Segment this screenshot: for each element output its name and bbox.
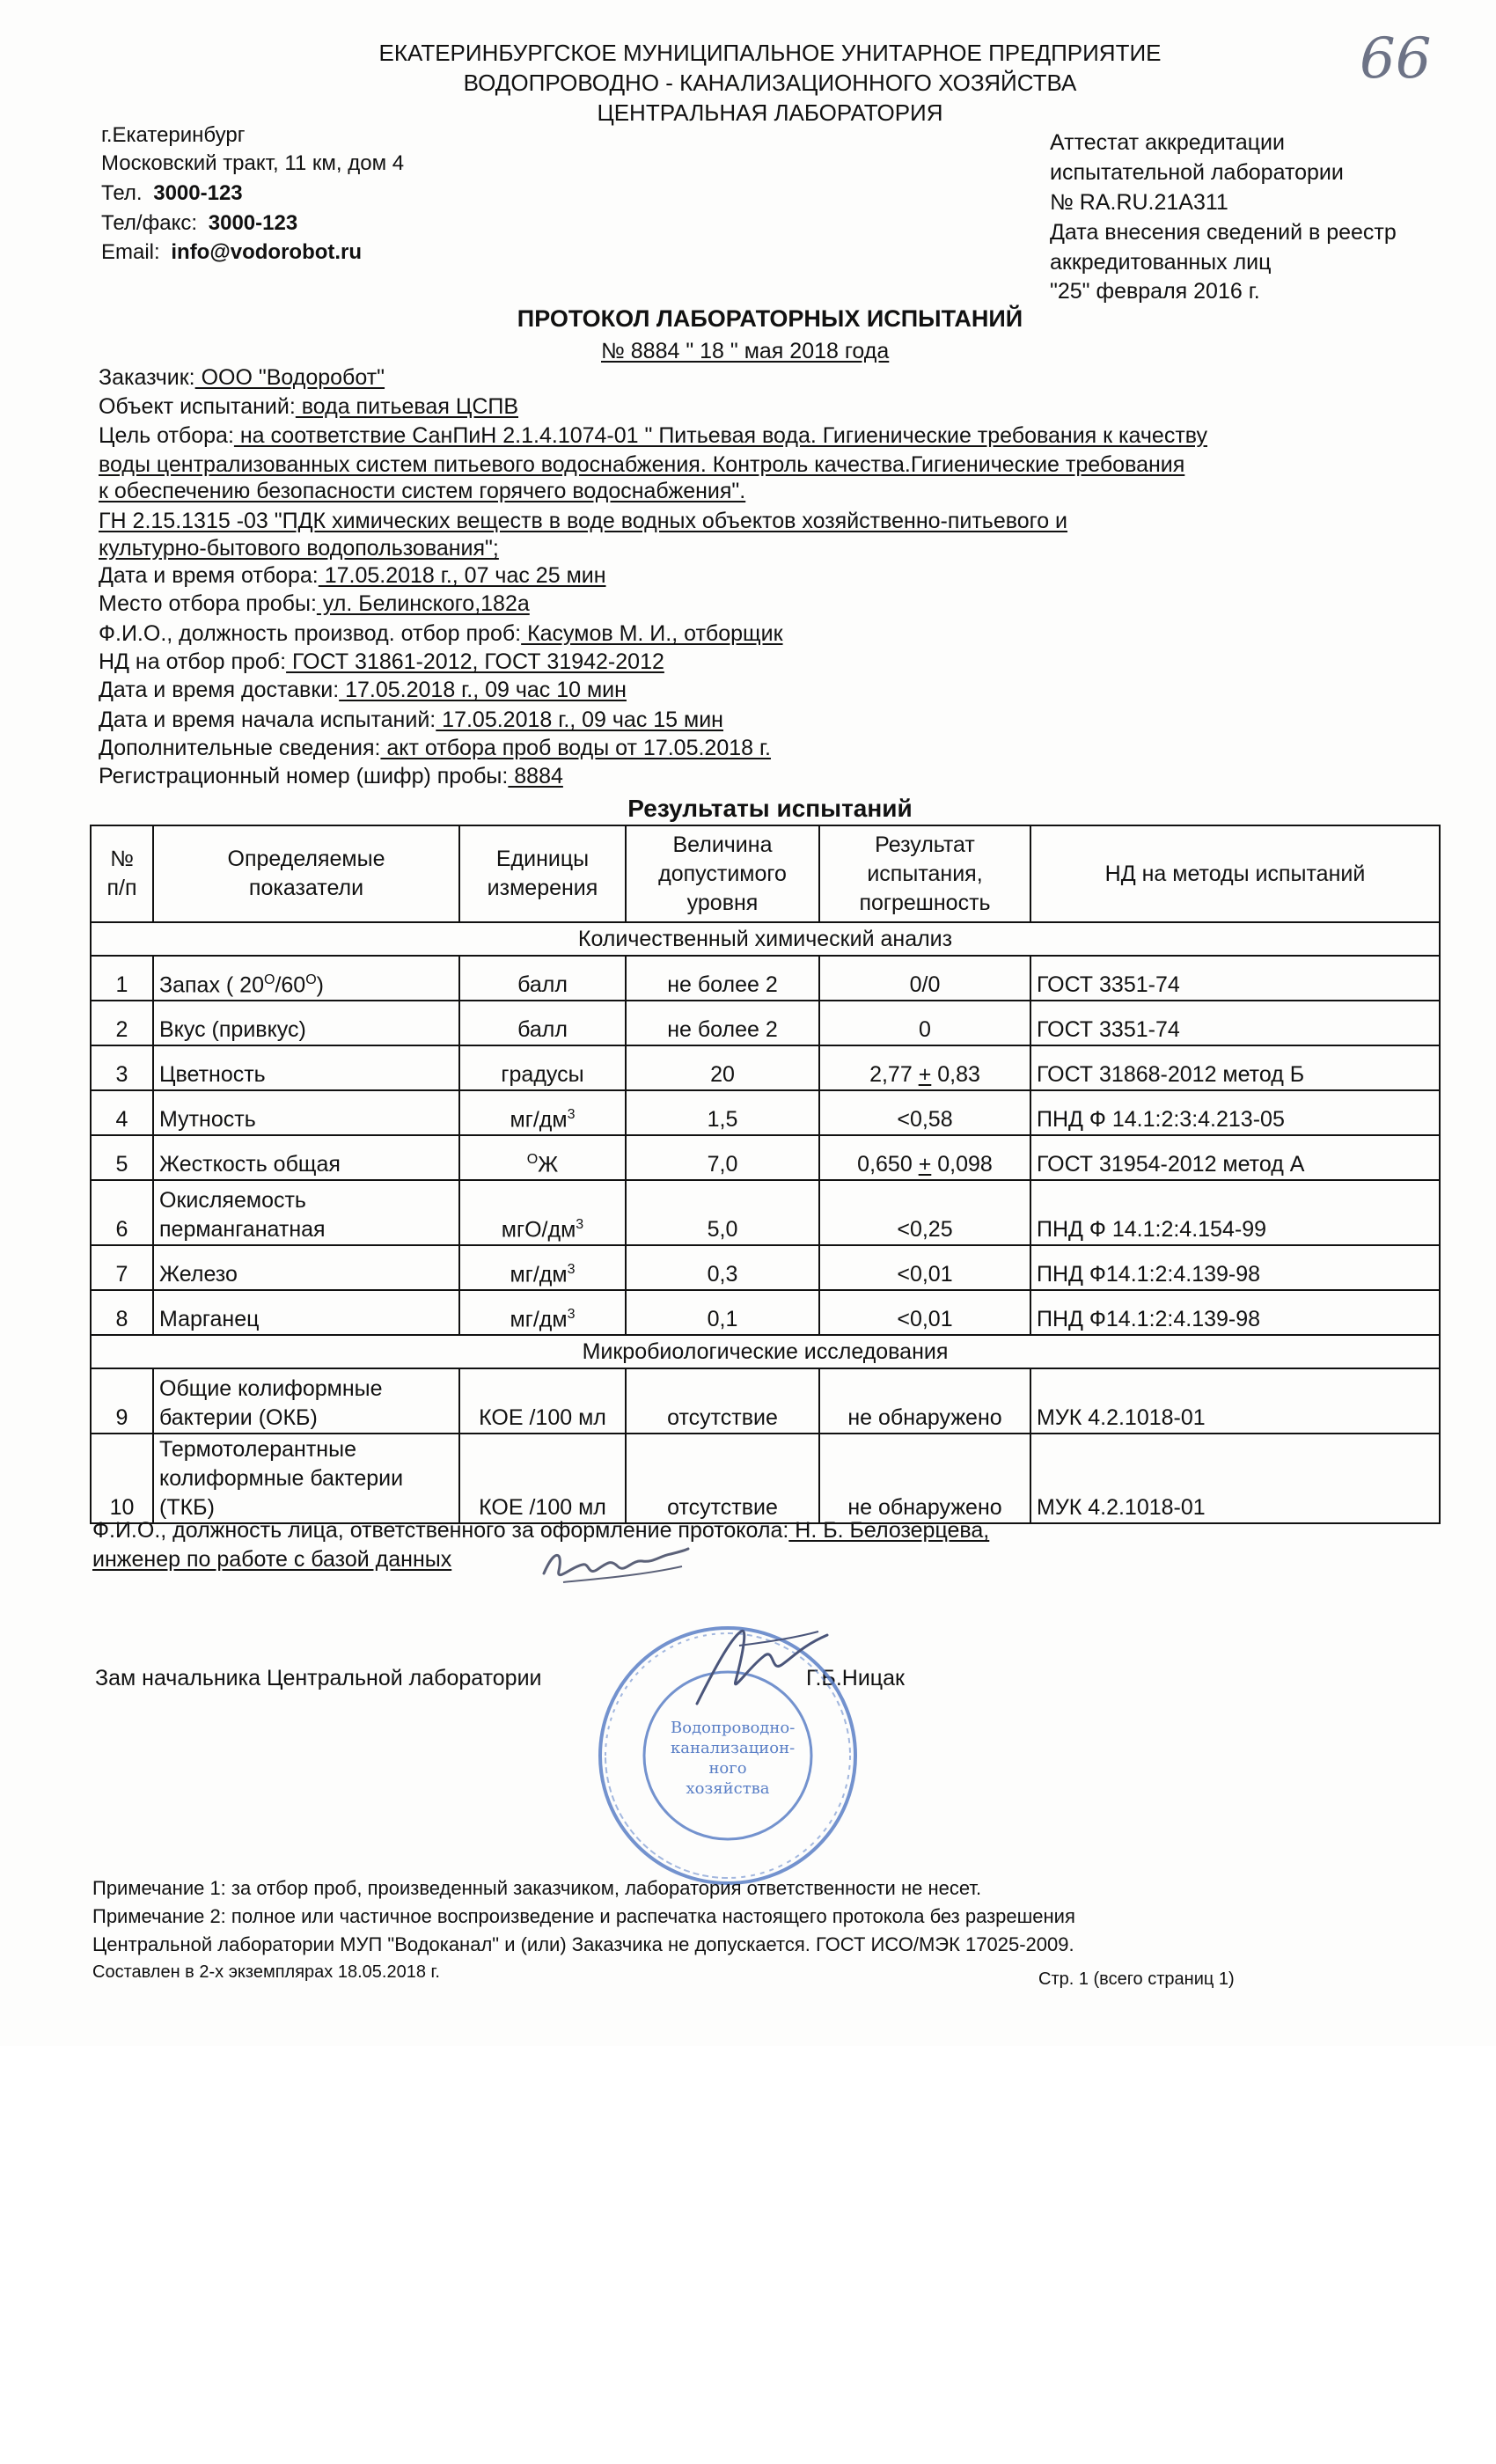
- accr-line-4: Дата внесения сведений в реестр: [1050, 220, 1397, 245]
- accr-line-3: № RA.RU.21A311: [1050, 190, 1228, 215]
- cell-num: 6: [91, 1180, 153, 1245]
- note-1: Примечание 1: за отбор проб, произведенный заказчиком, лаборатория ответственности не несет.: [92, 1877, 982, 1899]
- customer-value: ООО "Водоробот": [194, 365, 385, 390]
- cell-limit: 0,1: [626, 1290, 819, 1335]
- cell-num: 4: [91, 1090, 153, 1135]
- cell-indicator: Мутность: [153, 1090, 459, 1135]
- cell-unit: $мг/дм^3$: [459, 1290, 626, 1335]
- cell-num: 5: [91, 1135, 153, 1180]
- note-2-line-2: Центральной лаборатории МУП "Водоканал" и (или) Заказчика не допускается. ГОСТ ИСО/МЭК 17025-2009.: [92, 1933, 1074, 1955]
- fax-value: 3000-123: [208, 211, 298, 235]
- nd-line: [99, 649, 664, 675]
- cell-indicator: Окисляемость перманганатная: [153, 1180, 459, 1245]
- delivery-value: 17.05.2018 г., 09 час 10 мин: [339, 678, 627, 702]
- table-header-row: [91, 825, 1440, 922]
- cell-unit: балл: [459, 956, 626, 1001]
- cell-num: 7: [91, 1245, 153, 1290]
- header-num: № п/п: [91, 825, 153, 922]
- regnum-label: Регистрационный номер (шифр) пробы:: [99, 764, 509, 788]
- table-row: [91, 956, 1440, 1001]
- sampler-value: Касумов М. И., отборщик: [521, 621, 783, 646]
- cell-result: <0,58: [819, 1090, 1030, 1135]
- cell-result: 0,650 + 0,098: [819, 1135, 1030, 1180]
- email-label: Email:: [101, 240, 160, 264]
- table-row: [91, 1045, 1440, 1090]
- email-line: [101, 240, 362, 265]
- cell-result: не обнаружено: [819, 1368, 1030, 1434]
- extra-value: акт отбора проб воды от 17.05.2018 г.: [380, 736, 771, 760]
- accr-line-2: испытательной лаборатории: [1050, 160, 1344, 185]
- responsible-position: инженер по работе с базой данных: [92, 1547, 452, 1572]
- cell-unit: балл: [459, 1001, 626, 1045]
- header-method: НД на методы испытаний: [1030, 825, 1440, 922]
- responsible-name: Н. Б. Белозерцева,: [788, 1518, 990, 1543]
- table-row: [91, 1245, 1440, 1290]
- page-mark: 66: [1360, 26, 1432, 92]
- start-value: 17.05.2018 г., 09 час 15 мин: [436, 708, 723, 732]
- org-line-2: ВОДОПРОВОДНО - КАНАЛИЗАЦИОННОГО ХОЗЯЙСТВА: [463, 70, 1077, 96]
- cell-num: 2: [91, 1001, 153, 1045]
- table-row: [91, 1135, 1440, 1180]
- customer-line: [99, 365, 385, 391]
- table-row: [91, 1290, 1440, 1335]
- responsible-label: Ф.И.О., должность лица, ответственного за оформление протокола:: [92, 1518, 789, 1543]
- purpose-line-5: культурно-бытового водопользования";: [99, 536, 499, 561]
- purpose-value-1: на соответствие СанПиН 2.1.4.1074-01 " Питьевая вода. Гигиенические требования к качеству: [233, 423, 1207, 448]
- cell-method: ГОСТ 3351-74: [1030, 956, 1440, 1001]
- table-row: [91, 1180, 1440, 1245]
- header-indicator: Определяемые показатели: [153, 825, 459, 922]
- table-row: [91, 1001, 1440, 1045]
- purpose-line-3: к обеспечению безопасности систем горячего водоснабжения".: [99, 479, 746, 503]
- extra-label: Дополнительные сведения:: [99, 736, 381, 760]
- purpose-line-2: воды централизованных систем питьевого водоснабжения. Контроль качества.Гигиенические требования: [99, 452, 1185, 477]
- purpose-line-1: [99, 423, 1207, 449]
- regnum-value: 8884: [508, 764, 563, 788]
- table-row: [91, 1434, 1440, 1523]
- cell-indicator: Термотолерантные колиформные бактерии (ТКБ): [153, 1434, 459, 1523]
- cell-num: 8: [91, 1290, 153, 1335]
- cell-limit: 0,3: [626, 1245, 819, 1290]
- cell-unit: мгО/$дм^3$: [459, 1180, 626, 1245]
- header-result: Результат испытания, погрешность: [819, 825, 1030, 922]
- cell-method: ПНД Ф14.1:2:4.139-98: [1030, 1290, 1440, 1335]
- results-title: Результаты испытаний: [627, 795, 913, 822]
- cell-method: ПНД Ф 14.1:2:4.154-99: [1030, 1180, 1440, 1245]
- accr-line-5: аккредитованных лиц: [1050, 250, 1272, 275]
- table-row: [91, 1090, 1440, 1135]
- email-value: info@vodorobot.ru: [171, 240, 363, 264]
- protocol-title: ПРОТОКОЛ ЛАБОРАТОРНЫХ ИСПЫТАНИЙ: [517, 305, 1023, 332]
- cell-indicator: Марганец: [153, 1290, 459, 1335]
- place-value: ул. Белинского,182а: [316, 591, 530, 616]
- page-count: Стр. 1 (всего страниц 1): [1038, 1969, 1235, 1989]
- address: Московский тракт, 11 км, дом 4: [101, 151, 405, 175]
- header-limit: Величина допустимого уровня: [626, 825, 819, 922]
- cell-method: ГОСТ 3351-74: [1030, 1001, 1440, 1045]
- cell-num: 10: [91, 1434, 153, 1523]
- cell-limit: 20: [626, 1045, 819, 1090]
- cell-indicator: Жесткость общая: [153, 1135, 459, 1180]
- delivery-label: Дата и время доставки:: [99, 678, 340, 702]
- cell-indicator: Цветность: [153, 1045, 459, 1090]
- delivery-line: [99, 678, 627, 703]
- section-micro: Микробиологические исследования: [91, 1335, 1440, 1368]
- object-line: [99, 394, 518, 420]
- cell-limit: не более 2: [626, 956, 819, 1001]
- object-value: вода питьевая ЦСПВ: [295, 394, 519, 419]
- deputy-name: Г.Б.Ницак: [806, 1666, 905, 1690]
- cell-num: 3: [91, 1045, 153, 1090]
- sampler-line: [99, 621, 783, 647]
- cell-indicator: Запах ( $20^О/60^О$): [153, 956, 459, 1001]
- cell-indicator: Железо: [153, 1245, 459, 1290]
- cell-method: ПНД Ф14.1:2:4.139-98: [1030, 1245, 1440, 1290]
- cell-limit: 1,5: [626, 1090, 819, 1135]
- cell-limit: отсутствие: [626, 1368, 819, 1434]
- cell-result: не обнаружено: [819, 1434, 1030, 1523]
- cell-limit: 7,0: [626, 1135, 819, 1180]
- cell-result: <0,01: [819, 1290, 1030, 1335]
- cell-method: ГОСТ 31954-2012 метод А: [1030, 1135, 1440, 1180]
- stamp-text: Водопроводно- канализацион- ного хозяйства: [671, 1719, 796, 1798]
- section-row: [91, 1335, 1440, 1368]
- purpose-line-4: ГН 2.15.1315 -03 "ПДК химических веществ в воде водных объектов хозяйственно-питьевого и: [99, 509, 1068, 533]
- tel-line: [101, 181, 243, 206]
- cell-unit: градусы: [459, 1045, 626, 1090]
- cell-num: 9: [91, 1368, 153, 1434]
- cell-result: <0,01: [819, 1245, 1030, 1290]
- cell-method: МУК 4.2.1018-01: [1030, 1368, 1440, 1434]
- cell-result: 2,77 + 0,83: [819, 1045, 1030, 1090]
- note-2-line-1: Примечание 2: полное или частичное воспроизведение и распечатка настоящего протокола без разрешения: [92, 1905, 1075, 1927]
- cell-method: МУК 4.2.1018-01: [1030, 1434, 1440, 1523]
- cell-indicator: Вкус (привкус): [153, 1001, 459, 1045]
- tel-label: Тел.: [101, 181, 143, 205]
- section-chem: Количественный химический анализ: [91, 922, 1440, 956]
- header-unit: Единицы измерения: [459, 825, 626, 922]
- cell-unit: $^О$Ж: [459, 1135, 626, 1180]
- fax-line: [101, 211, 297, 236]
- cell-result: 0/0: [819, 956, 1030, 1001]
- accr-line-6: "25" февраля 2016 г.: [1050, 279, 1260, 304]
- cell-unit: $мг/дм^3$: [459, 1245, 626, 1290]
- sampling-time-label: Дата и время отбора:: [99, 563, 319, 588]
- section-row: [91, 922, 1440, 956]
- org-line-1: ЕКАТЕРИНБУРГСКОЕ МУНИЦИПАЛЬНОЕ УНИТАРНОЕ ПРЕДПРИЯТИЕ: [378, 40, 1162, 66]
- city: г.Екатеринбург: [101, 123, 246, 147]
- org-line-3: ЦЕНТРАЛЬНАЯ ЛАБОРАТОРИЯ: [597, 99, 943, 126]
- regnum-line: [99, 764, 563, 789]
- cell-limit: 5,0: [626, 1180, 819, 1245]
- cell-unit: $мг/дм^3$: [459, 1090, 626, 1135]
- tel-value: 3000-123: [153, 181, 243, 205]
- cell-limit: не более 2: [626, 1001, 819, 1045]
- cell-method: ГОСТ 31868-2012 метод Б: [1030, 1045, 1440, 1090]
- cell-unit: КОЕ /100 мл: [459, 1368, 626, 1434]
- deputy-label: Зам начальника Центральной лаборатории: [95, 1666, 542, 1690]
- results-table: [90, 825, 1441, 1524]
- protocol-number: № 8884 " 18 " мая 2018 года: [601, 339, 890, 363]
- start-label: Дата и время начала испытаний:: [99, 708, 436, 732]
- cell-result: 0: [819, 1001, 1030, 1045]
- signature-deputy: [686, 1619, 836, 1716]
- accr-line-1: Аттестат аккредитации: [1050, 130, 1285, 155]
- cell-limit: отсутствие: [626, 1434, 819, 1523]
- nd-value: ГОСТ 31861-2012, ГОСТ 31942-2012: [286, 649, 664, 674]
- signature-responsible: [537, 1540, 695, 1593]
- copies-note: Составлен в 2-х экземплярах 18.05.2018 г.: [92, 1962, 440, 1982]
- cell-num: 1: [91, 956, 153, 1001]
- nd-label: НД на отбор проб:: [99, 649, 287, 674]
- start-line: [99, 708, 723, 733]
- cell-unit: КОЕ /100 мл: [459, 1434, 626, 1523]
- place-label: Место отбора пробы:: [99, 591, 317, 616]
- purpose-label: Цель отбора:: [99, 423, 234, 448]
- extra-line: [99, 736, 771, 761]
- customer-label: Заказчик:: [99, 365, 195, 390]
- fax-label: Тел/факс:: [101, 211, 198, 235]
- object-label: Объект испытаний:: [99, 394, 296, 419]
- sampler-label: Ф.И.О., должность производ. отбор проб:: [99, 621, 522, 646]
- cell-result: <0,25: [819, 1180, 1030, 1245]
- cell-indicator: Общие колиформные бактерии (ОКБ): [153, 1368, 459, 1434]
- cell-method: ПНД Ф 14.1:2:3:4.213-05: [1030, 1090, 1440, 1135]
- sampling-time-value: 17.05.2018 г., 07 час 25 мин: [318, 563, 606, 588]
- table-row: [91, 1368, 1440, 1434]
- sampling-time-line: [99, 563, 606, 589]
- place-line: [99, 591, 530, 617]
